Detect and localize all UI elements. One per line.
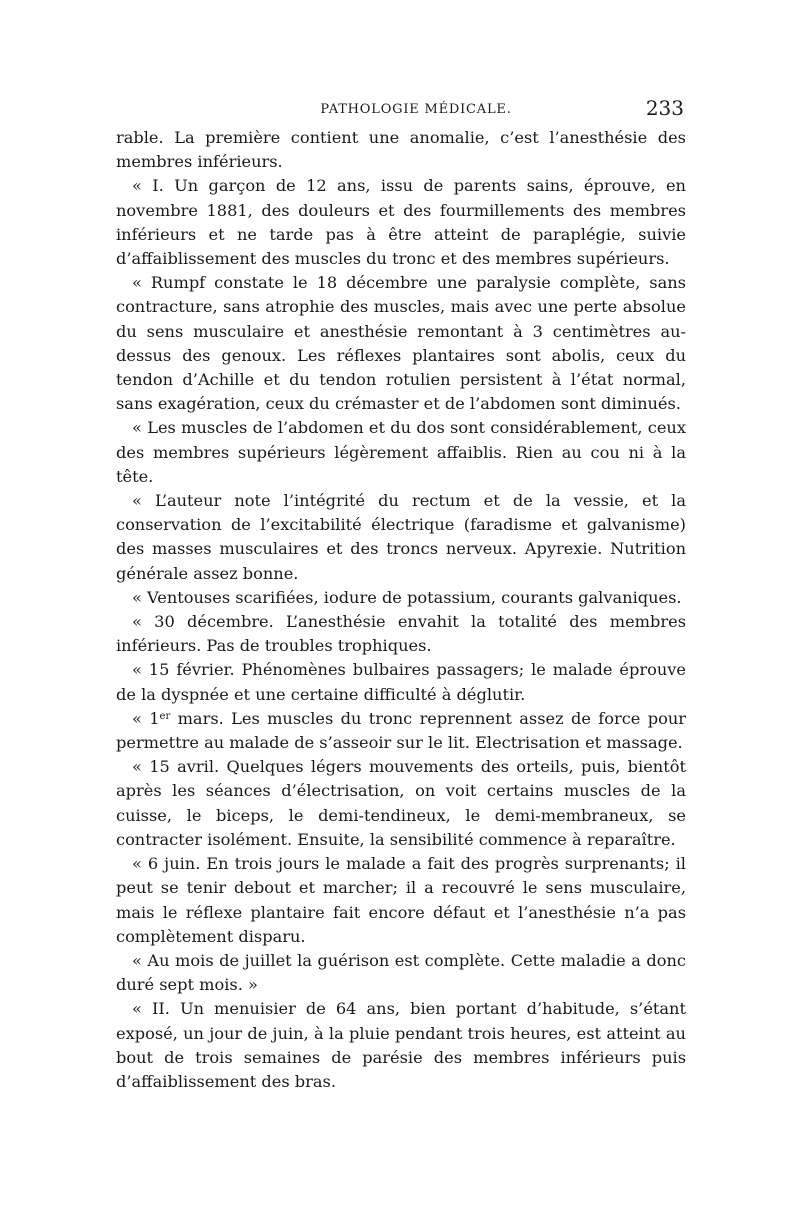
mars-open: « 1: [132, 708, 160, 728]
paragraph: « 15 février. Phénomènes bulbaires passagers; le malade éprouve de la dyspnée et une certaine difficulté à déglutir.: [116, 660, 686, 704]
paragraph: rable. La première contient une anomalie, c’est l’anesthésie des membres inférieurs.: [116, 128, 686, 172]
paragraph: « Les muscles de l’abdomen et du dos sont considérablement, ceux des membres supérieurs légèrement affaiblis. Rien au cou ni à la tête.: [116, 418, 686, 486]
running-head: [116, 96, 686, 122]
paragraph: « 30 décembre. L’anesthésie envahit la totalité des membres inférieurs. Pas de troubles trophiques.: [116, 612, 686, 656]
paragraph: « II. Un menuisier de 64 ans, bien portant d’habitude, s’étant exposé, un jour de juin, à la pluie pendant trois heures, est atteint au bout de trois semaines de parésie des membres inférieurs puis d’affaiblissement des bras.: [116, 999, 686, 1091]
paragraph: « Au mois de juillet la guérison est complète. Cette maladie a donc duré sept mois. »: [116, 950, 686, 995]
paragraph: « 15 avril. Quelques légers mouvements des orteils, puis, bientôt après les séances d’électrisation, on voit certains muscles de la cuisse, le biceps, le demi-tendineux, le demi-membraneux, se contracter isolément. Ensuite, la sensibilité commence à reparaître.: [116, 757, 686, 849]
body-text: [116, 126, 686, 1094]
running-title: PATHOLOGIE MÉDICALE.: [320, 102, 512, 117]
paragraph: « I. Un garçon de 12 ans, issu de parents sains, éprouve, en novembre 1881, des douleurs et des fourmillements des membres inférieurs et ne tarde pas à être atteint de paraplégie, suivie d’affaiblissement des muscles du tronc et des membres supérieurs.: [116, 176, 686, 269]
page-number: 233: [645, 96, 684, 120]
paragraph-mars: [116, 707, 686, 755]
ordinal-superscript: er: [159, 710, 171, 722]
paragraph: « L’auteur note l’intégrité du rectum et de la vessie, et la conservation de l’excitabilité électrique (faradisme et galvanisme) des masses musculaires et des troncs nerveux. Apyrexie. Nutrition générale assez bonne.: [116, 491, 686, 583]
paragraph: « Ventouses scarifiées, iodure de potassium, courants galvaniques.: [132, 587, 682, 607]
paragraph: « 6 juin. En trois jours le malade a fait des progrès surprenants; il peut se tenir debout et marcher; il a recouvré le sens musculaire, mais le réflexe plantaire fait encore défaut et l’anesthésie n’a pas complètement disparu.: [116, 854, 686, 946]
book-page: [116, 96, 686, 1094]
paragraph: « Rumpf constate le 18 décembre une paralysie complète, sans contracture, sans atrophie des muscles, mais avec une perte absolue du sens musculaire et anesthésie remontant à 3 centimètres au-dessus des genoux. Les réflexes plantaires sont abolis, ceux du tendon d’Achille et du tendon rotulien persistent à l’état normal, sans exagération, ceux du crémaster et de l’abdomen sont diminués.: [116, 273, 686, 414]
mars-rest: mars. Les muscles du tronc reprennent assez de force pour permettre au malade de s’asseoir sur le lit. Electrisation et massage.: [116, 708, 686, 753]
